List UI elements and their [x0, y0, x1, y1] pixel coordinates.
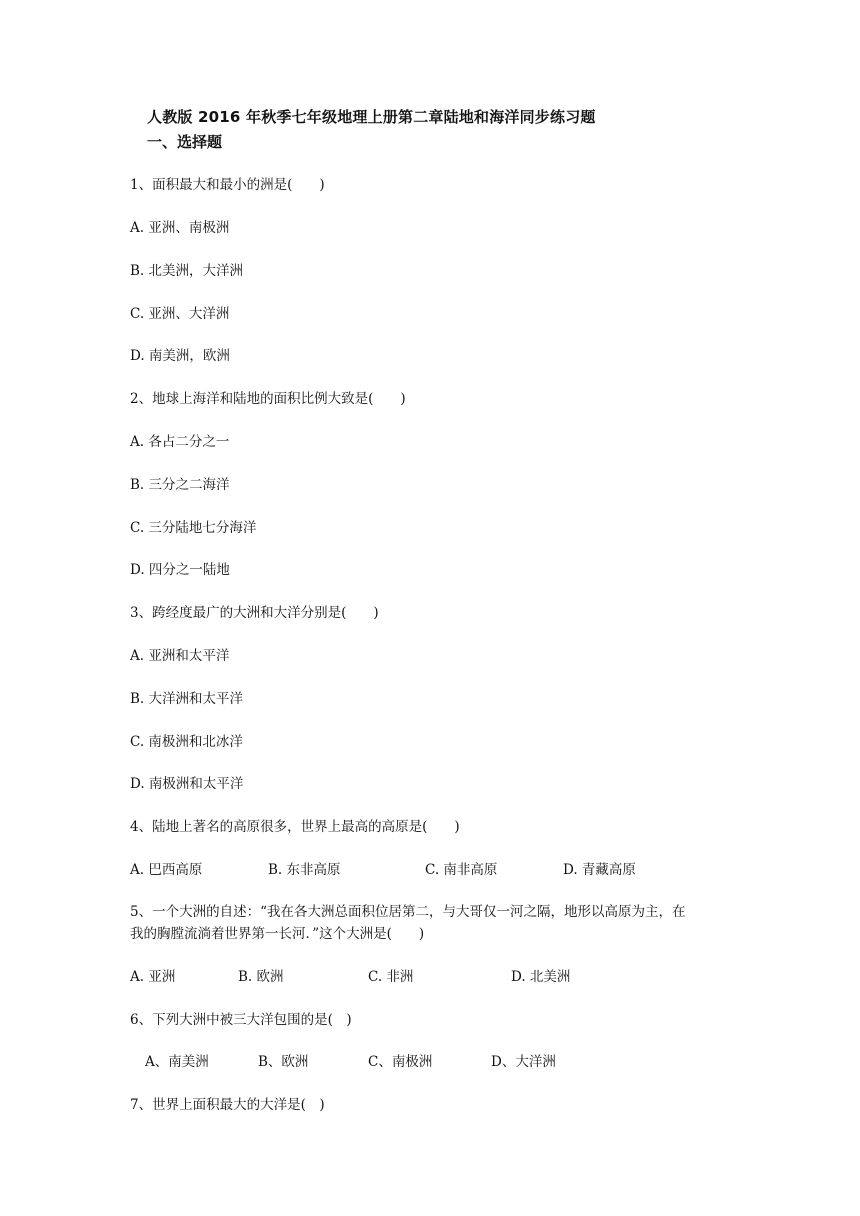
question-5-option-c: C. 非洲 — [368, 969, 414, 985]
question-4-stem: 4、陆地上著名的高原很多，世界上最高的高原是( ) — [130, 819, 460, 835]
question-5-option-a: A. 亚洲 — [130, 969, 176, 985]
question-4-option-a: A. 巴西高原 — [130, 862, 203, 878]
question-1-option-c: C. 亚洲、大洋洲 — [130, 306, 230, 322]
question-3-option-a: A. 亚洲和太平洋 — [130, 648, 230, 664]
question-2-option-b: B. 三分之二海洋 — [130, 477, 230, 493]
question-2-option-d: D. 四分之一陆地 — [130, 562, 230, 578]
question-5-stem-line-1: 5、一个大洲的自述：“我在各大洲总面积位居第二，与大哥仅一河之隔，地形以高原为主，在 — [130, 904, 686, 920]
question-5-option-d: D. 北美洲 — [511, 969, 571, 985]
question-3-stem: 3、跨经度最广的大洲和大洋分别是( ) — [130, 605, 379, 621]
question-3-option-d: D. 南极洲和太平洋 — [130, 776, 244, 792]
document-title: 人教版 2016 年秋季七年级地理上册第二章陆地和海洋同步练习题 — [147, 108, 596, 126]
question-1-option-a: A. 亚洲、南极洲 — [130, 220, 230, 236]
question-2-option-a: A. 各占二分之一 — [130, 434, 230, 450]
question-3-option-c: C. 南极洲和北冰洋 — [130, 734, 243, 750]
question-6-option-d: D、大洋洲 — [491, 1054, 556, 1070]
question-5-option-b: B. 欧洲 — [238, 969, 284, 985]
question-4-option-d: D. 青藏高原 — [563, 862, 636, 878]
question-6-option-c: C、南极洲 — [368, 1054, 433, 1070]
question-2-stem: 2、地球上海洋和陆地的面积比例大致是( ) — [130, 391, 406, 407]
question-1-stem: 1、面积最大和最小的洲是( ) — [130, 177, 325, 193]
question-3-option-b: B. 大洋洲和太平洋 — [130, 691, 244, 707]
question-1-option-d: D. 南美洲，欧洲 — [130, 348, 230, 364]
section-heading: 一、选择题 — [147, 133, 223, 151]
question-1-option-b: B. 北美洲，大洋洲 — [130, 263, 244, 279]
question-2-option-c: C. 三分陆地七分海洋 — [130, 520, 257, 536]
question-6-stem: 6、下列大洲中被三大洋包围的是( ) — [130, 1012, 352, 1028]
question-6-option-b: B、欧洲 — [258, 1054, 309, 1070]
question-7-stem: 7、世界上面积最大的大洋是( ) — [130, 1097, 325, 1113]
question-4-option-b: B. 东非高原 — [268, 862, 341, 878]
question-5-stem-line-2: 我的胸膛流淌着世界第一长河．”这个大洲是( ) — [130, 926, 425, 942]
question-4-option-c: C. 南非高原 — [425, 862, 498, 878]
question-6-option-a: A、南美洲 — [145, 1054, 209, 1070]
